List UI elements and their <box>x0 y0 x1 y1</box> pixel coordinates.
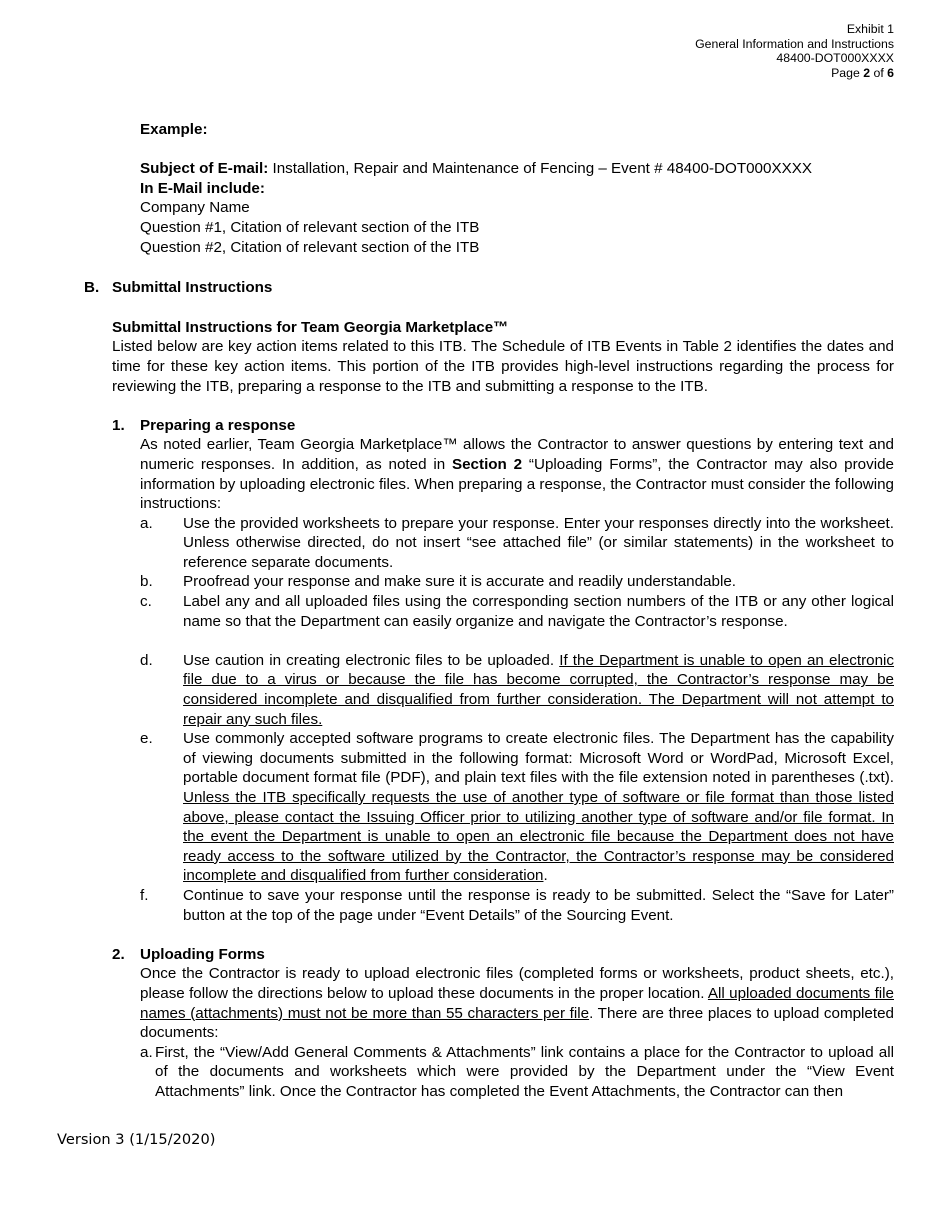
item-2-intro: Once the Contractor is ready to upload electronic files (completed forms or worksheets, product sheets, etc.), please follow the directions below to upload these documents in the proper location. All uploaded documents file names (attachments) must not be more than 55 characters per file. There are three places to upload completed documents: <box>140 965 894 1042</box>
item-1-title: Preparing a response <box>140 416 296 434</box>
item-1e: e. Use commonly accepted software programs to create electronic files. The Department has the capability of viewing documents submitted in the following format: Microsoft Word or WordPad, Microsoft Excel, portable document format file (PDF), and plain text files with the file extension noted in parentheses (.txt). Unless the ITB specifically requests the use of another type of software or file format than those listed above, please contact the Issuing Officer prior to utilizing another type of software and/or file format. In the event the Department is unable to open an electronic file because the Department does not have ready access to the software utilized by the Contractor, the Contractor’s response may be considered incomplete and disqualified from further consideration. <box>140 730 894 885</box>
example-line: Company Name <box>140 199 250 217</box>
item-1f: f. Continue to save your response until the response is ready to be submitted. Select the “Save for Later” button at the top of the page under “Event Details” of the Sourcing Event. <box>140 886 894 924</box>
section-b-heading <box>84 278 894 298</box>
footer-version: Version 3 (1/15/2020) <box>57 1131 216 1148</box>
header-exhibit: Exhibit 1 <box>846 22 894 36</box>
item-2-number: 2. <box>112 945 125 963</box>
document-body <box>84 120 894 1102</box>
item-1-heading <box>112 416 894 436</box>
item-1-body <box>140 435 894 925</box>
item-2-body <box>140 964 894 1101</box>
page-header <box>695 22 894 80</box>
section-b-body <box>84 318 894 1102</box>
item-1a: a. Use the provided worksheets to prepare your response. Enter your responses directly into the worksheet. Unless otherwise directed, do not insert “see attached file” (or similar statements) in the worksheet to reference separate documents. <box>140 514 894 571</box>
item-1d: d. Use caution in creating electronic files to be uploaded. If the Department is unable to open an electronic file due to a virus or because the file has become corrupted, the Contractor’s response may be considered incomplete and disqualified from further consideration. The Department will not attempt to repair any such files. <box>140 651 895 728</box>
example-line: Question #1, Citation of relevant section of the ITB <box>140 218 480 236</box>
section-b-letter: B. <box>84 278 100 296</box>
header-title: General Information and Instructions <box>695 36 894 51</box>
section-b-intro: Listed below are key action items related to this ITB. The Schedule of ITB Events in Table 2 identifies the dates and time for these key action items. This portion of the ITB provides high-level instructions regarding the process for reviewing the ITB, preparing a response to the ITB and submitting a response to the ITB. <box>112 338 894 395</box>
item-1-intro: As noted earlier, Team Georgia Marketplace™ allows the Contractor to answer questions by entering text and numeric responses. In addition, as noted in Section 2 “Uploading Forms”, the Contractor may also provide information by uploading electronic files. When preparing a response, the Contractor must consider the following instructions: <box>140 436 894 513</box>
example-block <box>84 120 894 257</box>
example-line: Question #2, Citation of relevant section of the ITB <box>140 238 480 256</box>
header-event-number: 48400-DOT000XXXX <box>776 51 894 66</box>
item-2a: a. First, the “View/Add General Comments & Attachments” link contains a place for the Contractor to upload all of the documents and worksheets which were provided by the Department under the “View Event Attachments” link. Once the Contractor has completed the Event Attachments, the Contractor can then <box>140 1043 894 1100</box>
section-b-subheading: Submittal Instructions for Team Georgia Marketplace™ <box>112 318 509 336</box>
section-b-title: Submittal Instructions <box>112 278 273 296</box>
item-1-number: 1. <box>112 416 125 434</box>
example-subject: Subject of E-mail: Installation, Repair and Maintenance of Fencing – Event # 48400-DOT000XXXX <box>140 160 812 178</box>
item-2-heading <box>112 945 894 965</box>
item-2-title: Uploading Forms <box>140 945 265 963</box>
item-1b: b. Proofread your response and make sure it is accurate and readily understandable. <box>140 573 736 591</box>
example-heading: Example: <box>140 121 208 138</box>
example-include-label: In E-Mail include: <box>140 179 265 197</box>
item-1c: c. Label any and all uploaded files using the corresponding section numbers of the ITB or any other logical name so that the Department can easily organize and navigate the Contractor’s response. <box>140 593 894 630</box>
header-page-number: Page 2 of 6 <box>831 65 894 80</box>
